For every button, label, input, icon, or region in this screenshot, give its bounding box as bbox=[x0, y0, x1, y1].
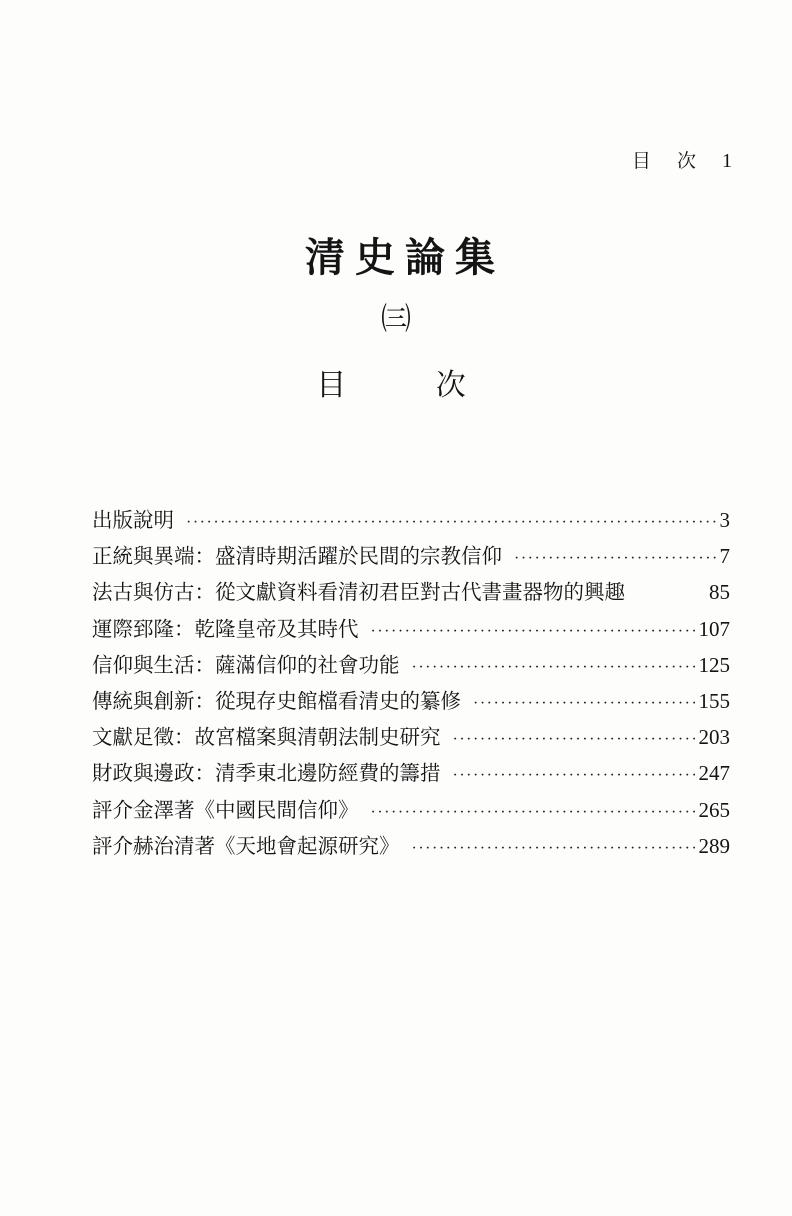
dot-leader bbox=[453, 767, 695, 785]
toc-entry-page: 85 bbox=[709, 580, 730, 605]
toc-entry[interactable] bbox=[92, 829, 730, 865]
toc-entry[interactable] bbox=[92, 612, 730, 648]
running-header bbox=[632, 146, 732, 173]
dot-leader bbox=[412, 659, 695, 677]
toc-entry-title: 正統與異端：盛清時期活躍於民間的宗教信仰 bbox=[92, 544, 502, 569]
toc-entry-title: 出版說明 bbox=[92, 508, 174, 532]
toc-entry[interactable] bbox=[92, 539, 730, 575]
toc-entry-title: 法古與仿古：從文獻資料看清初君臣對古代書畫器物的興趣 bbox=[92, 580, 625, 605]
toc-entry-title: 運際郅隆：乾隆皇帝及其時代 bbox=[92, 616, 359, 641]
toc-entry-page: 3 bbox=[719, 508, 730, 532]
toc-entry-title: 財政與邊政：清季東北邊防經費的籌措 bbox=[92, 761, 441, 786]
running-header-page-number: 1 bbox=[722, 150, 732, 172]
toc-entry-page: 265 bbox=[698, 797, 730, 822]
book-title: 清史論集 bbox=[305, 234, 505, 281]
dot-leader bbox=[473, 695, 695, 713]
toc-entry[interactable] bbox=[92, 720, 730, 756]
dot-leader bbox=[514, 550, 716, 568]
toc-entry-page: 247 bbox=[698, 761, 730, 786]
toc-entry-title: 評介金澤著《中國民間信仰》 bbox=[92, 797, 359, 822]
toc-entry-page: 155 bbox=[698, 688, 730, 713]
toc-entry-title: 文獻足徵：故宮檔案與清朝法制史研究 bbox=[92, 725, 441, 750]
dot-leader bbox=[453, 731, 695, 749]
toc-entry[interactable] bbox=[92, 684, 730, 720]
dot-leader bbox=[371, 804, 695, 822]
toc-entry[interactable] bbox=[92, 793, 730, 829]
toc-entry-title: 傳統與創新：從現存史館檔看清史的纂修 bbox=[92, 688, 461, 713]
toc-entry-title: 評介赫治清著《天地會起源研究》 bbox=[92, 833, 400, 858]
toc-entry-page: 289 bbox=[698, 833, 730, 858]
toc-entry-page: 7 bbox=[719, 544, 730, 569]
toc-entry[interactable] bbox=[92, 503, 730, 539]
dot-leader bbox=[371, 623, 695, 641]
dot-leader bbox=[412, 840, 695, 858]
volume-number: ㈢ bbox=[381, 302, 411, 337]
table-of-contents bbox=[92, 503, 730, 865]
toc-entry[interactable] bbox=[92, 756, 730, 792]
toc-entry[interactable] bbox=[92, 648, 730, 684]
dot-leader bbox=[186, 514, 716, 532]
running-header-label: 目 次 bbox=[631, 150, 706, 172]
toc-entry-page: 203 bbox=[698, 725, 730, 750]
toc-entry[interactable] bbox=[92, 575, 730, 611]
toc-heading: 目 次 bbox=[316, 368, 506, 403]
toc-entry-title: 信仰與生活：薩滿信仰的社會功能 bbox=[92, 652, 400, 677]
toc-entry-page: 125 bbox=[698, 652, 730, 677]
toc-entry-page: 107 bbox=[698, 616, 730, 641]
